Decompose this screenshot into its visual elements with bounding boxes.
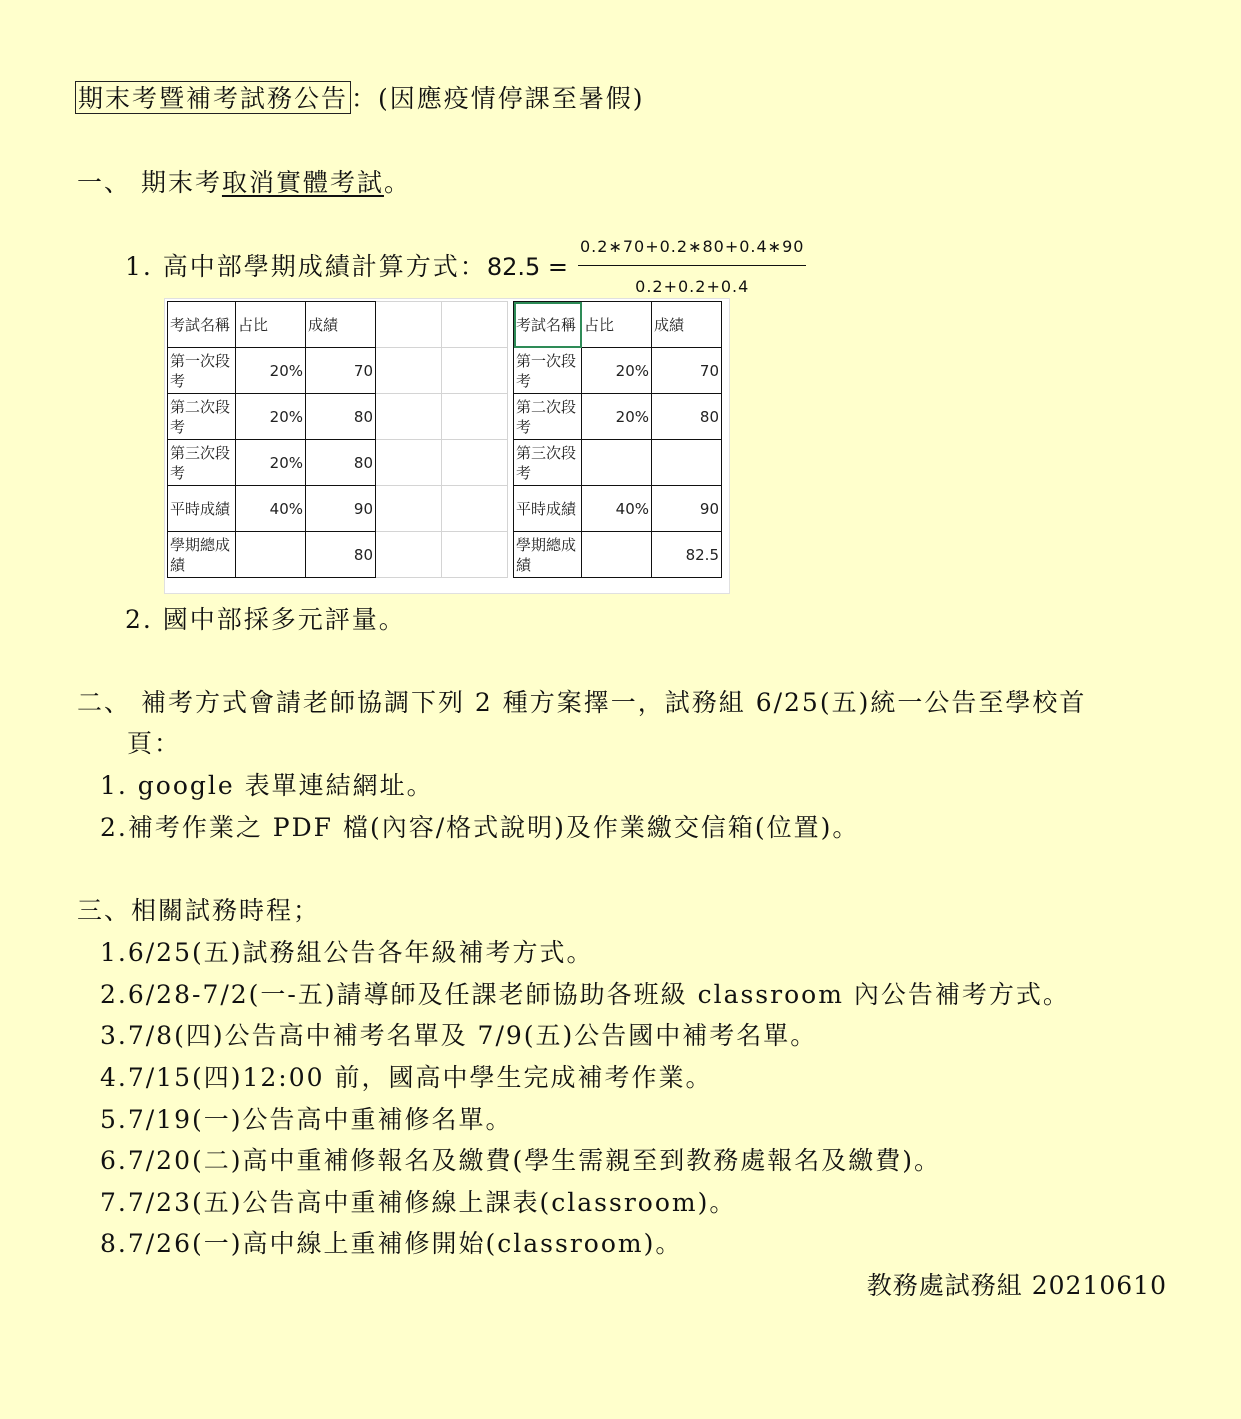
score-cell: 80 [652,394,722,440]
schedule-item: 3.7/8(四)公告高中補考名單及 7/9(五)公告國中補考名單。 [100,1021,818,1050]
empty-cell [442,486,508,532]
header-cell: 占比 [582,302,652,348]
schedule-item: 4.7/15(四)12:00 前，國高中學生完成補考作業。 [100,1063,713,1092]
empty-cell [442,440,508,486]
table-row [168,440,508,486]
empty-cell [376,486,442,532]
ratio-cell: 20% [236,348,306,394]
table-header-row [168,302,508,348]
schedule-item: 5.7/19(一)公告高中重補修名單。 [100,1105,513,1134]
grade-formula-line [125,232,806,302]
empty-cell [442,302,508,348]
grade-formula-label: 1. 高中部學期成績計算方式： [125,252,487,281]
section-1-prefix: 一、 期末考 [77,168,222,197]
grade-table-left [167,301,508,578]
exam-name-cell: 平時成績 [168,486,236,532]
table-row [514,532,722,578]
score-cell [652,440,722,486]
ratio-cell [582,440,652,486]
score-cell: 70 [652,348,722,394]
title-boxed: 期末考暨補考試務公告 [75,81,351,114]
empty-cell [442,394,508,440]
score-cell: 70 [306,348,376,394]
empty-cell [376,532,442,578]
page-title [75,84,645,114]
ratio-cell: 20% [582,394,652,440]
ratio-cell: 20% [236,394,306,440]
table-row [514,440,722,486]
table-row [168,532,508,578]
table-row [168,348,508,394]
exam-name-cell: 學期總成績 [514,532,582,578]
signature: 教務處試務組 20210610 [866,1271,1167,1300]
section-2-item: 1. google 表單連結網址。 [100,771,434,800]
score-cell: 80 [306,440,376,486]
exam-name-cell: 第三次段考 [514,440,582,486]
section-2-heading-line2: 頁： [127,729,182,758]
header-cell: 成績 [652,302,722,348]
table-row [168,486,508,532]
section-3-heading: 三、相關試務時程； [77,896,321,925]
ratio-cell: 40% [236,486,306,532]
score-cell: 80 [306,532,376,578]
table-row [514,486,722,532]
empty-cell [442,348,508,394]
schedule-item: 8.7/26(一)高中線上重補修開始(classroom)。 [100,1229,683,1258]
score-cell: 82.5 [652,532,722,578]
section-1-suffix: 。 [383,168,411,197]
ratio-cell [582,532,652,578]
ratio-cell [236,532,306,578]
section-2-item: 2.補考作業之 PDF 檔(內容/格式說明)及作業繳交信箱(位置)。 [100,813,860,842]
formula-lhs: 82.5 = [486,253,568,281]
formula-denominator: 0.2+0.2+0.4 [635,277,750,296]
exam-name-cell: 第二次段考 [514,394,582,440]
table-row [168,394,508,440]
score-cell: 80 [306,394,376,440]
title-rest: ：(因應疫情停課至暑假) [351,84,645,113]
score-cell: 90 [306,486,376,532]
section-1-underlined: 取消實體考試 [221,168,384,197]
spreadsheet-image [164,298,730,594]
schedule-item: 6.7/20(二)高中重補修報名及繳費(學生需親至到教務處報名及繳費)。 [100,1146,942,1175]
empty-cell [376,394,442,440]
ratio-cell: 20% [236,440,306,486]
exam-name-cell: 第二次段考 [168,394,236,440]
ratio-cell: 40% [582,486,652,532]
exam-name-cell: 第三次段考 [168,440,236,486]
formula-numerator: 0.2∗70+0.2∗80+0.4∗90 [578,232,806,266]
grade-table-right [513,301,722,578]
header-cell: 占比 [236,302,306,348]
schedule-item: 7.7/23(五)公告高中重補修線上課表(classroom)。 [100,1188,737,1217]
exam-name-cell: 學期總成績 [168,532,236,578]
header-cell: 考試名稱 [514,302,582,348]
schedule-item: 2.6/28-7/2(一-五)請導師及任課老師協助各班級 classroom 內公告補考方式。 [100,980,1070,1009]
section-2-heading-line1: 二、 補考方式會請老師協調下列 2 種方案擇一，試務組 6/25(五)統一公告至學校首 [77,688,1087,717]
exam-name-cell: 第一次段考 [168,348,236,394]
score-cell: 90 [652,486,722,532]
header-cell: 考試名稱 [168,302,236,348]
empty-cell [376,348,442,394]
table-row [514,348,722,394]
section-1-item-2: 2. 國中部採多元評量。 [125,605,406,634]
exam-name-cell: 平時成績 [514,486,582,532]
section-1-heading [77,168,411,198]
formula-fraction [578,232,806,302]
ratio-cell: 20% [582,348,652,394]
empty-cell [376,302,442,348]
table-header-row [514,302,722,348]
header-cell: 成績 [306,302,376,348]
empty-cell [442,532,508,578]
schedule-item: 1.6/25(五)試務組公告各年級補考方式。 [100,938,594,967]
exam-name-cell: 第一次段考 [514,348,582,394]
empty-cell [376,440,442,486]
table-row [514,394,722,440]
